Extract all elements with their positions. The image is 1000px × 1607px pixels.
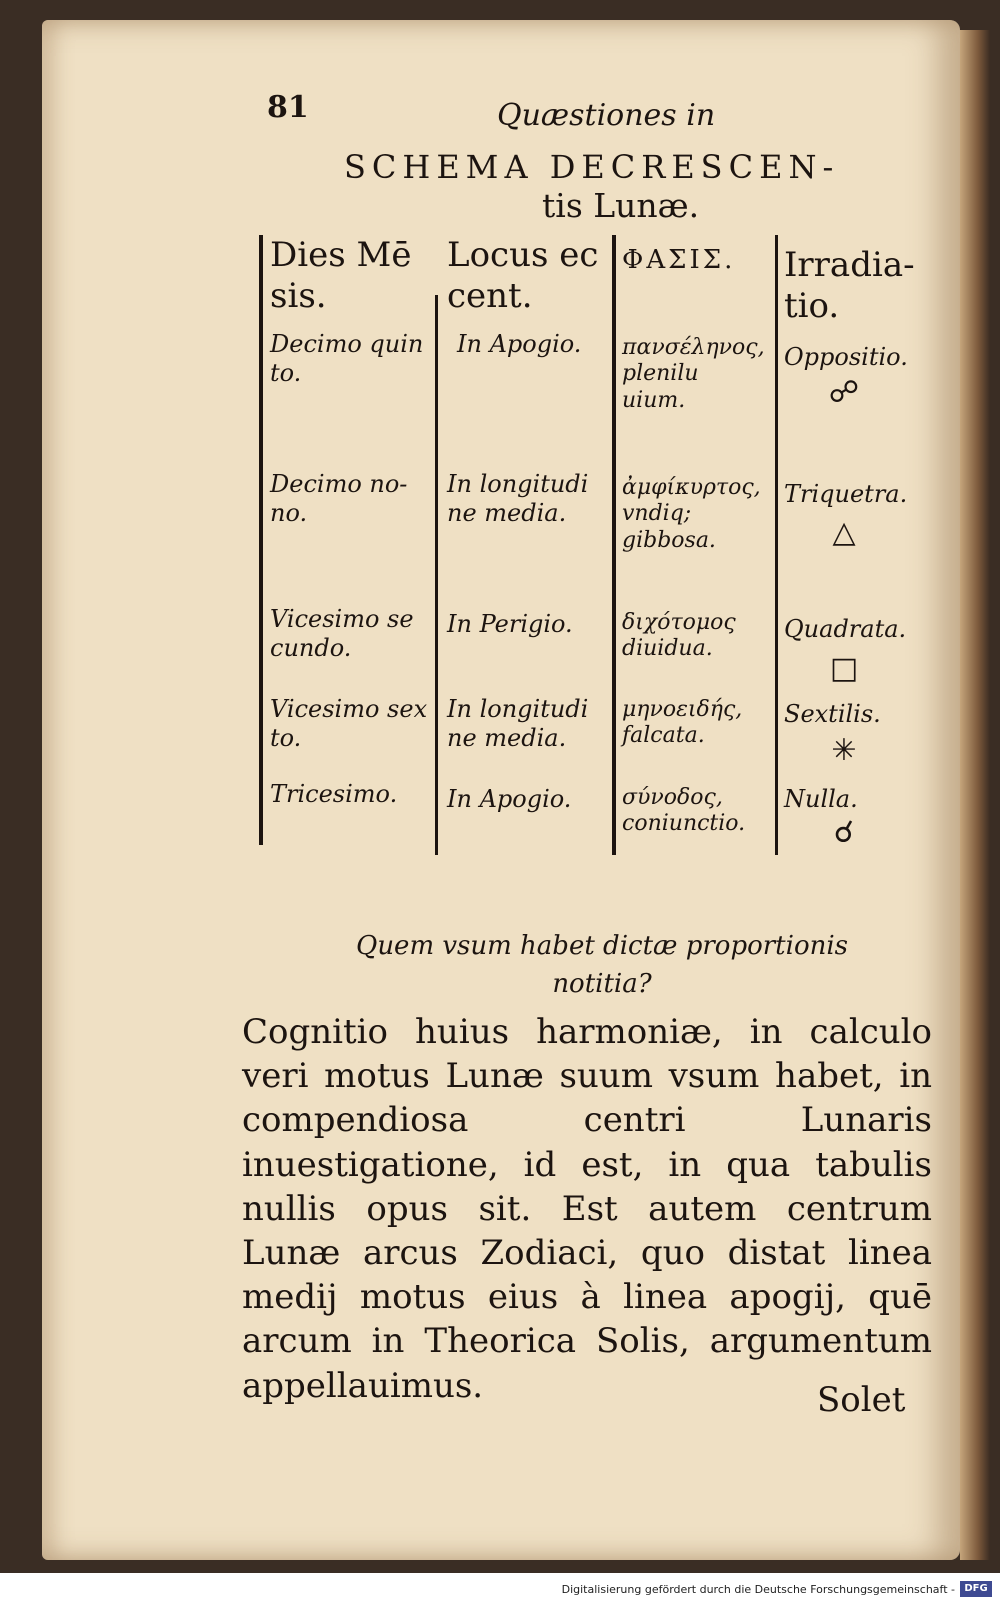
digitization-footer [0, 1573, 1000, 1607]
header-irradiatio: Irradia- tio. [784, 245, 915, 326]
row1-phasis: πανσέληνος, plenilu uium. [622, 335, 765, 413]
schema-table [42, 235, 960, 875]
row2-locus: In longitudi ne media. [447, 470, 589, 527]
opposition-symbol: ☍ [828, 375, 860, 410]
running-head: Quæstiones in [497, 98, 716, 133]
row4-dies: Vicesimo sex to. [270, 695, 428, 752]
dfg-logo: DFG [960, 1581, 992, 1597]
trine-symbol: △ [832, 515, 856, 550]
row5-phasis: σύνοδος, coniunctio. [622, 785, 746, 837]
conjunction-symbol: ☌ [833, 815, 855, 850]
row1-irradiatio: Oppositio. [784, 343, 908, 371]
row4-irradiatio: Sextilis. [784, 700, 881, 728]
footer-credit: Digitalisierung gefördert durch die Deutsche Forschungsgemeinschaft - [561, 1583, 955, 1596]
row4-locus: In longitudi ne media. [447, 695, 589, 752]
row2-dies: Decimo no- no. [270, 470, 408, 527]
table-rule-3 [775, 235, 778, 855]
row3-dies: Vicesimo se cundo. [270, 605, 414, 662]
folio-number: 81 [267, 90, 309, 125]
row4-phasis: μηνοειδής, falcata. [622, 697, 743, 749]
header-phasis: ΦΑΣΙΣ. [622, 245, 736, 275]
row5-locus: In Apogio. [447, 785, 572, 813]
row3-locus: In Perigio. [447, 610, 573, 638]
catchword: Solet [817, 1380, 906, 1420]
sextile-symbol: ✳ [831, 733, 857, 768]
row3-phasis: διχότομος diuidua. [622, 610, 736, 662]
row3-irradiatio: Quadrata. [784, 615, 907, 643]
row1-locus: In Apogio. [457, 330, 582, 358]
row2-phasis: ἀμφίκυρτος, vndiq; gibbosa. [622, 475, 761, 553]
book-fore-edge [960, 30, 990, 1560]
table-rule-1 [435, 295, 438, 855]
schema-title-line1: SCHEMA DECRESCEN- [344, 148, 840, 186]
header-locus-eccentrici: Locus ec cent. [447, 235, 599, 316]
body-paragraph: Cognitio huius harmoniæ, in calculo veri motus Lunæ suum vsum habet, in compendiosa centri Lunaris inuestigatione, id est, in qua tabulis nullis opus sit. Est autem centrum Lunæ arcus Zodiaci, quo distat linea medij motus eius à linea apogij, quē arcum in Theorica Solis, argumentum appellauimus. [242, 1012, 932, 1406]
header-dies-mensis: Dies Mē sis. [270, 235, 412, 316]
question-heading: Quem vsum habet dictæ proportionis notitia? [356, 931, 848, 999]
page-header [42, 90, 960, 140]
row2-irradiatio: Triquetra. [784, 480, 908, 508]
square-symbol: □ [829, 651, 859, 686]
row5-irradiatio: Nulla. [784, 785, 858, 813]
schema-title-line2: tis Lunæ. [542, 186, 700, 225]
table-rule-2 [612, 235, 616, 855]
book-page [42, 20, 960, 1560]
row5-dies: Tricesimo. [270, 780, 398, 808]
row1-dies: Decimo quin to. [270, 330, 424, 387]
table-rule-left [259, 235, 263, 845]
